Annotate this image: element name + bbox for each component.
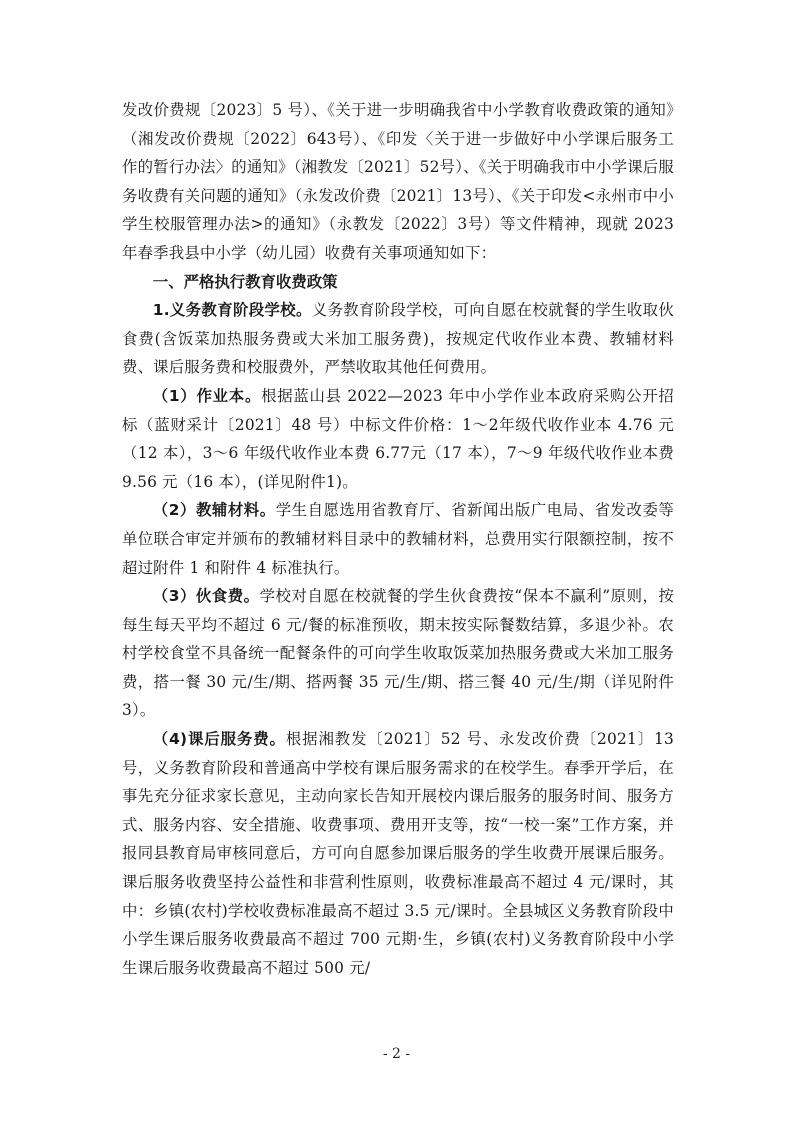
intro-text: 发改价费规〔2023〕5 号）、《关于进一步明确我省中小学教育收费政策的通知》（湘发改价费规〔2022〕643号）、《印发〈关于进一步做好中小学课后服务工作的暂行办法〉的通知》（湘教发〔2021〕52号）、《关于明确我市中小学课后服务收费有关问题的通知》（永发改价费〔2021〕13号）、《关于印发<永州市中小学生校服管理办法>的通知》（永教发〔2022〕3号）等文件精神，现就 2023 年春季我县中小学（幼儿园）收费有关事项通知如下： — [122, 101, 674, 262]
section-heading: 一、严格执行教育收费政策 — [152, 272, 338, 291]
item-1-paragraph — [122, 296, 674, 382]
item-1-text: 义务教育阶段学校，可向自愿在校就餐的学生收取伙食费(含饭菜加热服务费或大米加工服务费)，按规定代收作业本费、教辅材料费、课后服务费和校服费外，严禁收取其他任何费用。 — [122, 301, 674, 377]
sub-1-text: 根据蓝山县 2022—2023 年中小学作业本政府采购公开招标（蓝财采计〔2021〕48 号）中标文件价格：1～2年级代收作业本 4.76 元（12 本），3～6 年级代收作业本费 6.77元（17 本），7～9 年级代收作业本费 9.56 元（16 本），(详见附件1)。 — [122, 386, 674, 491]
intro-paragraph — [122, 96, 674, 268]
page-number: - 2 - — [382, 1046, 411, 1062]
sub-3-paragraph — [122, 582, 674, 725]
sub-3-text: 学校对自愿在校就餐的学生伙食费按“保本不赢利”原则，按每生每天平均不超过 6 元/餐的标准预收，期末按实际餐数结算，多退少补。农村学校食堂不具备统一配餐条件的可向学生收取饭菜加热服务费或大米加工服务费，搭一餐 30 元/生/期、搭两餐 35 元/生/期、搭三餐 40 元/生/期（详见附件 3）。 — [122, 587, 675, 720]
item-1-label: 1.义务教育阶段学校。 — [152, 301, 312, 320]
sub-1-label: （1）作业本。 — [152, 386, 262, 405]
sub-1-paragraph — [122, 382, 674, 496]
document-body — [122, 96, 674, 982]
sub-4-paragraph — [122, 725, 674, 982]
sub-3-label: （3）伙食费。 — [152, 587, 260, 606]
sub-4-label: （4)课后服务费。 — [152, 730, 286, 749]
sub-2-text: 学生自愿选用省教育厅、省新闻出版广电局、省发改委等单位联合审定并颁布的教辅材料目录中的教辅材料，总费用实行限额控制，按不超过附件 1 和附件 4 标准执行。 — [122, 501, 674, 577]
sub-2-label: （2）教辅材料。 — [152, 501, 276, 520]
sub-2-paragraph — [122, 496, 674, 582]
sub-4-text: 根据湘教发〔2021〕52 号、永发改价费〔2021〕13 号，义务教育阶段和普通高中学校有课后服务需求的在校学生。春季开学后，在事先充分征求家长意见，主动向家长告知开展校内课后服务的服务时间、服务方式、服务内容、安全措施、收费事项、费用开支等，按“一校一案”工作方案，并报同县教育局审核同意后，方可向自愿参加课后服务的学生收费开展课后服务。课后服务收费坚持公益性和非营利性原则，收费标准最高不超过 4 元/课时，其中：乡镇(农村)学校收费标准最高不超过 3.5 元/课时。全县城区义务教育阶段中小学生课后服务收费最高不超过 700 元期·生，乡镇(农村)义务教育阶段中小学生课后服务收费最高不超过 500 元/ — [122, 730, 674, 977]
